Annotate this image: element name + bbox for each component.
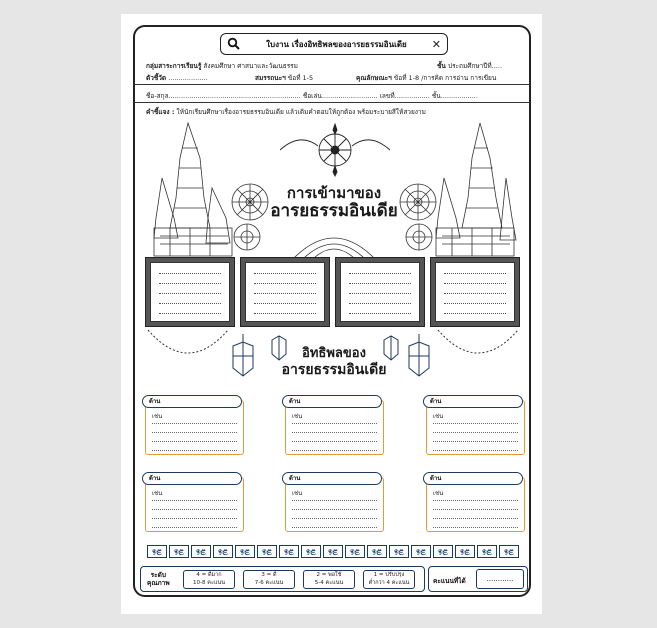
border-pattern-cell: ඉළ xyxy=(301,545,321,558)
level-4-name: 4 = ดีมาก xyxy=(196,572,222,578)
instruction-text: ให้นักเรียนศึกษาเรื่องอารยธรรมอินเดีย แล้วเติมคำตอบให้ถูกต้อง พร้อมระบายสีให้สวยงาม xyxy=(176,108,426,116)
answer-card-1[interactable] xyxy=(145,257,235,327)
title2-line2: อารยธรรมอินเดีย xyxy=(281,362,387,378)
total-score-box xyxy=(428,566,528,592)
competency-row xyxy=(255,73,313,83)
arch-ornament xyxy=(292,228,376,258)
quality-level-bar xyxy=(140,566,425,592)
number-label: เลขที่ xyxy=(379,92,395,100)
instruction-label: คำชี้แจง : xyxy=(146,108,175,116)
influence-panel-3[interactable] xyxy=(426,400,525,455)
influence-panel-5[interactable] xyxy=(285,477,384,532)
border-pattern-cell: ඉළ xyxy=(257,545,277,558)
grade-value: ประถมศึกษาปีที่..... xyxy=(447,62,503,70)
border-pattern-cell: ඉළ xyxy=(411,545,431,558)
border-pattern-cell: ඉළ xyxy=(345,545,365,558)
panel-6-example: เช่น xyxy=(433,490,444,497)
student-info-row xyxy=(146,91,478,101)
influence-panel-2[interactable] xyxy=(285,400,384,455)
lantern-right-icon xyxy=(404,334,434,384)
influence-panel-6[interactable] xyxy=(426,477,525,532)
worksheet-title: ใบงาน เรื่องอิทธิพลของอารยธรรมอินเดีย xyxy=(266,39,407,49)
title1-line1: การเข้ามาของ xyxy=(286,184,382,202)
number-field[interactable]: ................. xyxy=(394,92,430,100)
mandala-small-right-icon xyxy=(404,222,434,252)
decorative-border-strip xyxy=(147,545,519,558)
panel-4-example: เช่น xyxy=(152,490,163,497)
competency-value: ข้อที่ 1-5 xyxy=(287,74,314,82)
panel-6-tab: ด้าน xyxy=(423,472,523,485)
temple-left-illustration xyxy=(150,118,236,258)
border-pattern-cell: ඉළ xyxy=(147,545,167,558)
panel-5-tab: ด้าน xyxy=(282,472,382,485)
header-divider xyxy=(134,84,530,85)
grade-row xyxy=(437,61,502,71)
border-pattern-cell: ඉළ xyxy=(235,545,255,558)
title-search-bar xyxy=(220,33,448,55)
answer-card-3[interactable] xyxy=(335,257,425,327)
nickname-label: ชื่อเล่น xyxy=(302,92,322,100)
instruction xyxy=(146,107,426,117)
level-4-range: 10-8 คะแนน xyxy=(193,579,225,586)
lantern-left-icon xyxy=(228,334,258,384)
total-score-label: คะแนนที่ได้ xyxy=(433,577,466,585)
level-4 xyxy=(183,570,235,589)
search-icon xyxy=(227,37,241,51)
trait-row xyxy=(356,73,496,83)
name-label: ชื่อ-สกุล xyxy=(146,92,169,100)
total-score-field[interactable]: ............ xyxy=(476,569,524,589)
info-divider xyxy=(134,102,530,103)
panel-3-example: เช่น xyxy=(433,413,444,420)
garland-right-decoration xyxy=(436,326,520,366)
panel-1-tab: ด้าน xyxy=(142,395,242,408)
close-icon: ✕ xyxy=(431,37,441,51)
level-2-range: 5-4 คะแนน xyxy=(314,579,344,586)
class-field[interactable]: .................. xyxy=(440,92,478,100)
border-pattern-cell: ඉළ xyxy=(279,545,299,558)
level-3-name: 3 = ดี xyxy=(261,572,277,578)
panel-2-example: เช่น xyxy=(292,413,303,420)
panel-3-tab: ด้าน xyxy=(423,395,523,408)
answer-card-2[interactable] xyxy=(240,257,330,327)
border-pattern-cell: ඉළ xyxy=(389,545,409,558)
influence-panel-4[interactable] xyxy=(145,477,244,532)
indicator-row xyxy=(146,73,208,83)
border-pattern-cell: ඉළ xyxy=(455,545,475,558)
dharma-wheel-ornament xyxy=(280,122,390,178)
level-1-range: ต่ำกว่า 4 คะแนน xyxy=(368,579,410,586)
title1-line2: อารยธรรมอินเดีย xyxy=(270,201,398,221)
level-3-range: 7-6 คะแนน xyxy=(254,579,284,586)
section-title-influence xyxy=(262,346,406,378)
grade-label: ชั้น xyxy=(437,62,446,70)
subject-row xyxy=(146,61,298,71)
trait-label: คุณลักษณะฯ xyxy=(356,74,392,82)
quality-level-label xyxy=(147,571,170,587)
level-3 xyxy=(243,570,295,589)
subject-label: กลุ่มสาระการเรียนรู้ xyxy=(146,62,202,70)
class-label: ชั้น xyxy=(431,92,441,100)
panel-1-example: เช่น xyxy=(152,413,163,420)
quality-label-line1: ระดับ xyxy=(150,571,166,579)
panel-5-example: เช่น xyxy=(292,490,303,497)
level-2 xyxy=(303,570,355,589)
mandala-small-left-icon xyxy=(232,222,262,252)
border-pattern-cell: ඉළ xyxy=(191,545,211,558)
level-1 xyxy=(363,570,415,589)
influence-panel-1[interactable] xyxy=(145,400,244,455)
competency-label: สมรรถนะฯ xyxy=(255,74,286,82)
level-1-name: 1 = ปรับปรุง xyxy=(373,572,405,578)
answer-card-4[interactable] xyxy=(430,257,520,327)
section-title-arrival xyxy=(252,184,416,220)
name-field[interactable]: ................................................................ xyxy=(168,92,301,100)
border-pattern-cell: ඉළ xyxy=(213,545,233,558)
quality-label-line2: คุณภาพ xyxy=(147,579,170,587)
garland-left-decoration xyxy=(146,326,230,366)
panel-4-tab: ด้าน xyxy=(142,472,242,485)
border-pattern-cell: ඉළ xyxy=(169,545,189,558)
indicator-label: ตัวชี้วัด xyxy=(146,74,167,82)
level-2-name: 2 = พอใช้ xyxy=(316,572,342,578)
temple-right-illustration xyxy=(432,118,518,258)
subject-value: สังคมศึกษา ศาสนาและวัฒนธรรม xyxy=(203,62,298,70)
border-pattern-cell: ඉළ xyxy=(433,545,453,558)
title2-line1: อิทธิพลของ xyxy=(302,346,366,361)
border-pattern-cell: ඉළ xyxy=(499,545,519,558)
border-pattern-cell: ඉළ xyxy=(477,545,497,558)
trait-value: ข้อที่ 1-8 /การคิด การอ่าน การเขียน xyxy=(393,74,497,82)
nickname-field[interactable]: ........................... xyxy=(321,92,378,100)
panel-2-tab: ด้าน xyxy=(282,395,382,408)
indicator-value: ................... xyxy=(168,74,208,82)
border-pattern-cell: ඉළ xyxy=(323,545,343,558)
border-pattern-cell: ඉළ xyxy=(367,545,387,558)
